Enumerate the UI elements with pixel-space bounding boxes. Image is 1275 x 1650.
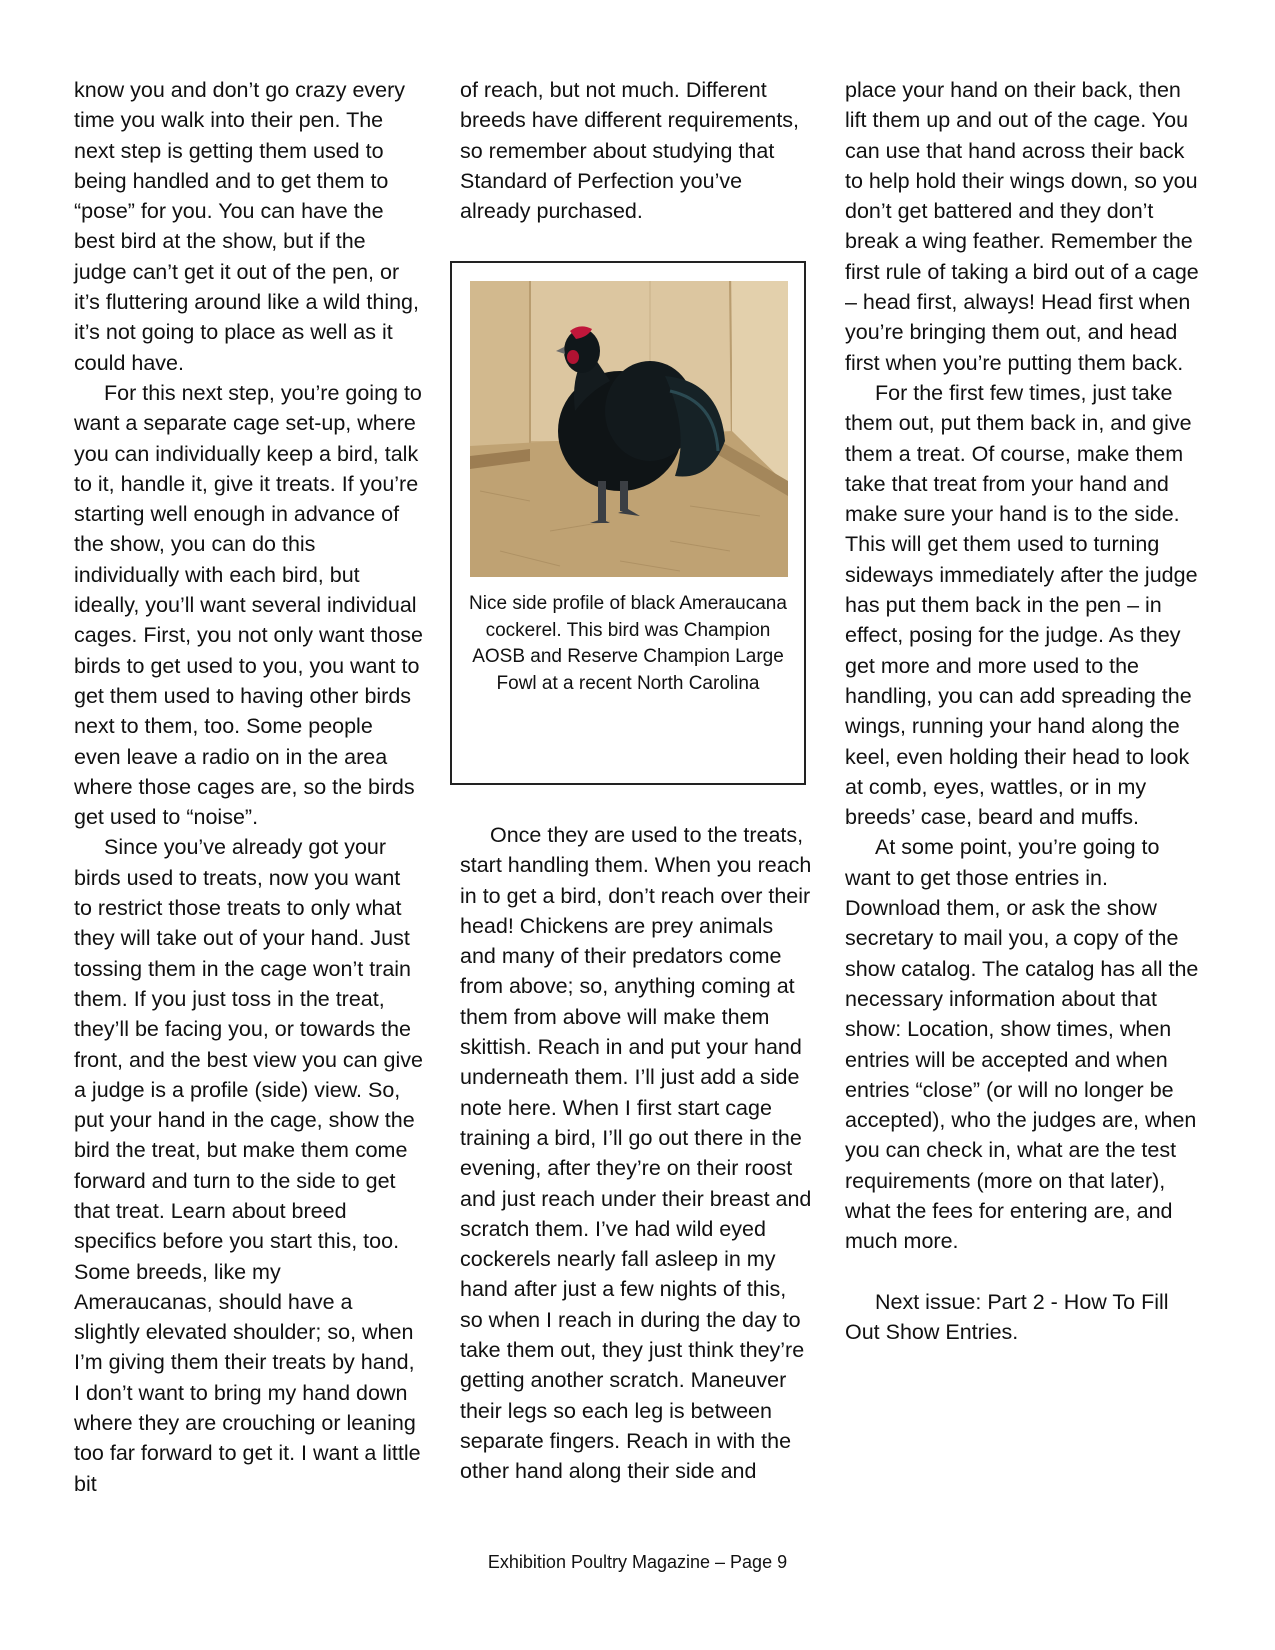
paragraph: know you and don’t go crazy every time you walk into their pen. The next step is getting them used to being handled and to get them to “pose” for you. You can have the best bird at the show, but if the judge can’t get it out of the pen, or it’s fluttering around like a wild thing, it’s not going to place as well as it could have. [74,78,419,375]
column-1 [74,75,424,1499]
paragraph: Once they are used to the treats, start handling them. When you reach in to get a bird, don’t reach over their head! Chickens are prey animals and many of their predators come from above; so, anything coming at them from above will make them skittish. Reach in and put your hand underneath them. I’ll just add a side note here. When I first start cage training a bird, I’ll go out there in the evening, after they’re on their roost and just reach under their breast and scratch them. I’ve had wild eyed cockerels nearly fall asleep in my hand after just a few nights of this, so when I reach in during the day to take them out, they just think they’re getting another scratch. Maneuver their legs so each leg is between separate fingers. Reach in with the other hand along their side and [460,823,812,1484]
paragraph: For the first few times, just take them out, put them back in, and give them a treat. Of course, make them take that treat from your hand and make sure your hand is to the side. This will get them used to turning sideways immediately after the judge has put them back in the pen – in effect, posing for the judge. As they get more and more used to the handling, you can add spreading the wings, running your hand along the keel, even holding their head to look at comb, eyes, wattles, or in my breeds’ case, beard and muffs. [845,380,1198,830]
column-3 [845,75,1205,1347]
photo-caption: Nice side profile of black Ameraucana cockerel. This bird was Champion AOSB and Reserve Champion Large Fowl at a recent North Carolina [469,593,787,694]
paragraph: Since you’ve already got your birds used to treats, now you want to restrict those treats to only what they will take out of your hand. Just tossing them in the cage won’t train them. If you just toss in the treat, they’ll be facing you, or towards the front, and the best view you can give a judge is a profile (side) view. So, put your hand in the cage, show the bird the treat, but make them come forward and turn to the side to get that treat. Learn about breed specifics before you start this, too. Some breeds, like my Ameraucanas, should have a slightly elevated shoulder; so, when I’m giving them their treats by hand, I don’t want to bring my hand down where they are crouching or leaning too far forward to get it. I want a little bit [74,835,423,1496]
paragraph: For this next step, you’re going to want a separate cage set-up, where you can individually keep a bird, talk to it, handle it, give it treats. If you’re starting well enough in advance of the show, you can do this individually with each bird, but ideally, you’ll want several individual cages. First, you not only want those birds to get used to you, you want to get them used to having other birds next to them, too. Some people even leave a radio on in the area where those cages are, so the birds get used to “noise”. [74,380,423,830]
column-2-bottom [460,820,812,1487]
cockerel-photo [470,281,788,577]
paragraph: of reach, but not much. Different breeds have different requirements, so remember about studying that Standard of Perfection you’ve already purchased. [460,78,800,224]
page-footer: Exhibition Poultry Magazine – Page 9 [487,1552,788,1572]
photo-figure [450,261,806,785]
paragraph: At some point, you’re going to want to get those entries in. Download them, or ask the show secretary to mail you, a copy of the show catalog. The catalog has all the necessary information about that show: Location, show times, when entries will be accepted and when entries “close” (or will no longer be accepted), who the judges are, when you can check in, what are the test requirements (more on that later), what the fees for entering are, and much more. [845,835,1199,1254]
column-2-top [460,75,812,226]
next-issue-note: Next issue: Part 2 - How To Fill Out Show Entries. [845,1289,1169,1344]
paragraph: place your hand on their back, then lift them up and out of the cage. You can use that hand across their back to help hold their wings down, so you don’t get battered and they don’t break a wing feather. Remember the first rule of taking a bird out of a cage – head first, always! Head first when you’re bringing them out, and head first when you’re putting them back. [845,78,1199,375]
